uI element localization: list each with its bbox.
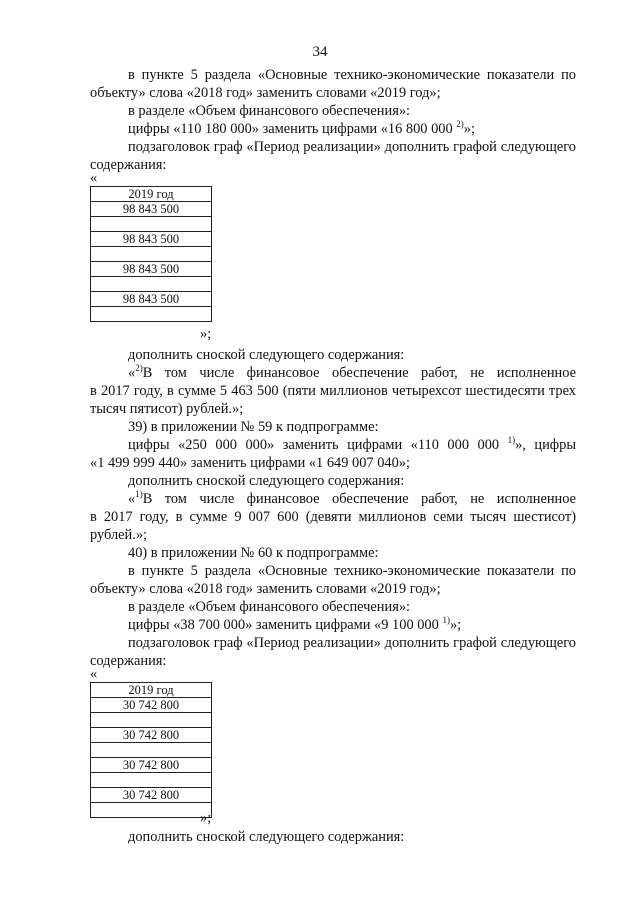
paragraph-line bbox=[128, 120, 576, 139]
text-fragment: »; bbox=[449, 617, 462, 633]
paragraph-line: «1 499 999 440» заменить цифрами «1 649 007 040»; bbox=[90, 455, 411, 471]
paragraph-line bbox=[128, 364, 576, 383]
paragraph-line: в разделе «Объем финансового обеспечения»: bbox=[128, 599, 411, 615]
text-fragment: В том числе финансовое обеспечение работ, не исполненное bbox=[142, 365, 576, 381]
paragraph-line: дополнить сноской следующего содержания: bbox=[128, 347, 405, 363]
table-2019 bbox=[90, 682, 212, 818]
quote-close: »; bbox=[200, 810, 212, 826]
table-empty-row bbox=[91, 277, 211, 292]
paragraph-line: объекту» слова «2018 год» заменить словами «2019 год»; bbox=[90, 581, 441, 597]
footnote-ref: 1) bbox=[507, 435, 516, 445]
paragraph-line: в разделе «Объем финансового обеспечения»: bbox=[128, 103, 411, 119]
table-empty-row bbox=[91, 713, 211, 728]
table-header: 2019 год bbox=[91, 683, 211, 698]
text-fragment: цифры «250 000 000» заменить цифрами «110 000 000 bbox=[128, 437, 508, 453]
footnote-ref: 2) bbox=[456, 119, 464, 129]
footnote-ref: 2) bbox=[135, 363, 143, 373]
paragraph-line bbox=[128, 616, 576, 635]
text-fragment: »; bbox=[463, 121, 475, 137]
table-empty-row bbox=[91, 217, 211, 232]
page-number: 34 bbox=[312, 44, 328, 60]
paragraph-line: содержания: bbox=[90, 157, 167, 173]
text-fragment: », цифры bbox=[515, 437, 576, 453]
table-cell: 30 742 800 bbox=[91, 728, 211, 743]
paragraph-line: в пункте 5 раздела «Основные технико-экономические показатели по bbox=[128, 563, 576, 579]
table-cell: 30 742 800 bbox=[91, 698, 211, 713]
table-empty-row bbox=[91, 307, 211, 322]
paragraph-line: дополнить сноской следующего содержания: bbox=[128, 829, 405, 845]
text-fragment: цифры «110 180 000» заменить цифрами «16 800 000 bbox=[128, 121, 457, 137]
table-cell: 98 843 500 bbox=[91, 232, 211, 247]
paragraph-line: содержания: bbox=[90, 653, 167, 669]
footnote-ref: 1) bbox=[135, 489, 143, 499]
footnote-ref: 1) bbox=[442, 615, 450, 625]
paragraph-line: в 2017 году, в сумме 9 007 600 (девяти миллионов семи тысяч шестисот) bbox=[90, 509, 576, 525]
text-fragment: « bbox=[128, 365, 136, 381]
table-2019 bbox=[90, 186, 212, 322]
table-empty-row bbox=[91, 773, 211, 788]
paragraph-line bbox=[128, 490, 576, 509]
paragraph-line: 40) в приложении № 60 к подпрограмме: bbox=[128, 545, 379, 561]
quote-open: « bbox=[90, 170, 98, 186]
quote-open: « bbox=[90, 666, 98, 682]
table-cell: 98 843 500 bbox=[91, 292, 211, 307]
paragraph-line: в пункте 5 раздела «Основные технико-экономические показатели по bbox=[128, 67, 576, 83]
paragraph-line bbox=[128, 436, 576, 455]
paragraph-line: подзаголовок граф «Период реализации» дополнить графой следующего bbox=[128, 635, 576, 651]
paragraph-line: 39) в приложении № 59 к подпрограмме: bbox=[128, 419, 379, 435]
paragraph-line: подзаголовок граф «Период реализации» дополнить графой следующего bbox=[128, 139, 576, 155]
quote-close: »; bbox=[200, 326, 212, 342]
paragraph-line: объекту» слова «2018 год» заменить словами «2019 год»; bbox=[90, 85, 441, 101]
table-cell: 30 742 800 bbox=[91, 758, 211, 773]
paragraph-line: в 2017 году, в сумме 5 463 500 (пяти миллионов четырехсот шестидесяти трех bbox=[90, 383, 576, 399]
table-cell: 98 843 500 bbox=[91, 202, 211, 217]
text-fragment: цифры «38 700 000» заменить цифрами «9 100 000 bbox=[128, 617, 443, 633]
paragraph-line: дополнить сноской следующего содержания: bbox=[128, 473, 405, 489]
table-cell: 98 843 500 bbox=[91, 262, 211, 277]
table-empty-row bbox=[91, 247, 211, 262]
table-empty-row bbox=[91, 743, 211, 758]
paragraph-line: тысяч пятисот) рублей.»; bbox=[90, 401, 244, 417]
table-empty-row bbox=[91, 803, 211, 818]
paragraph-line: рублей.»; bbox=[90, 527, 148, 543]
table-header: 2019 год bbox=[91, 187, 211, 202]
text-fragment: « bbox=[128, 491, 136, 507]
table-cell: 30 742 800 bbox=[91, 788, 211, 803]
text-fragment: В том числе финансовое обеспечение работ, не исполненное bbox=[142, 491, 576, 507]
